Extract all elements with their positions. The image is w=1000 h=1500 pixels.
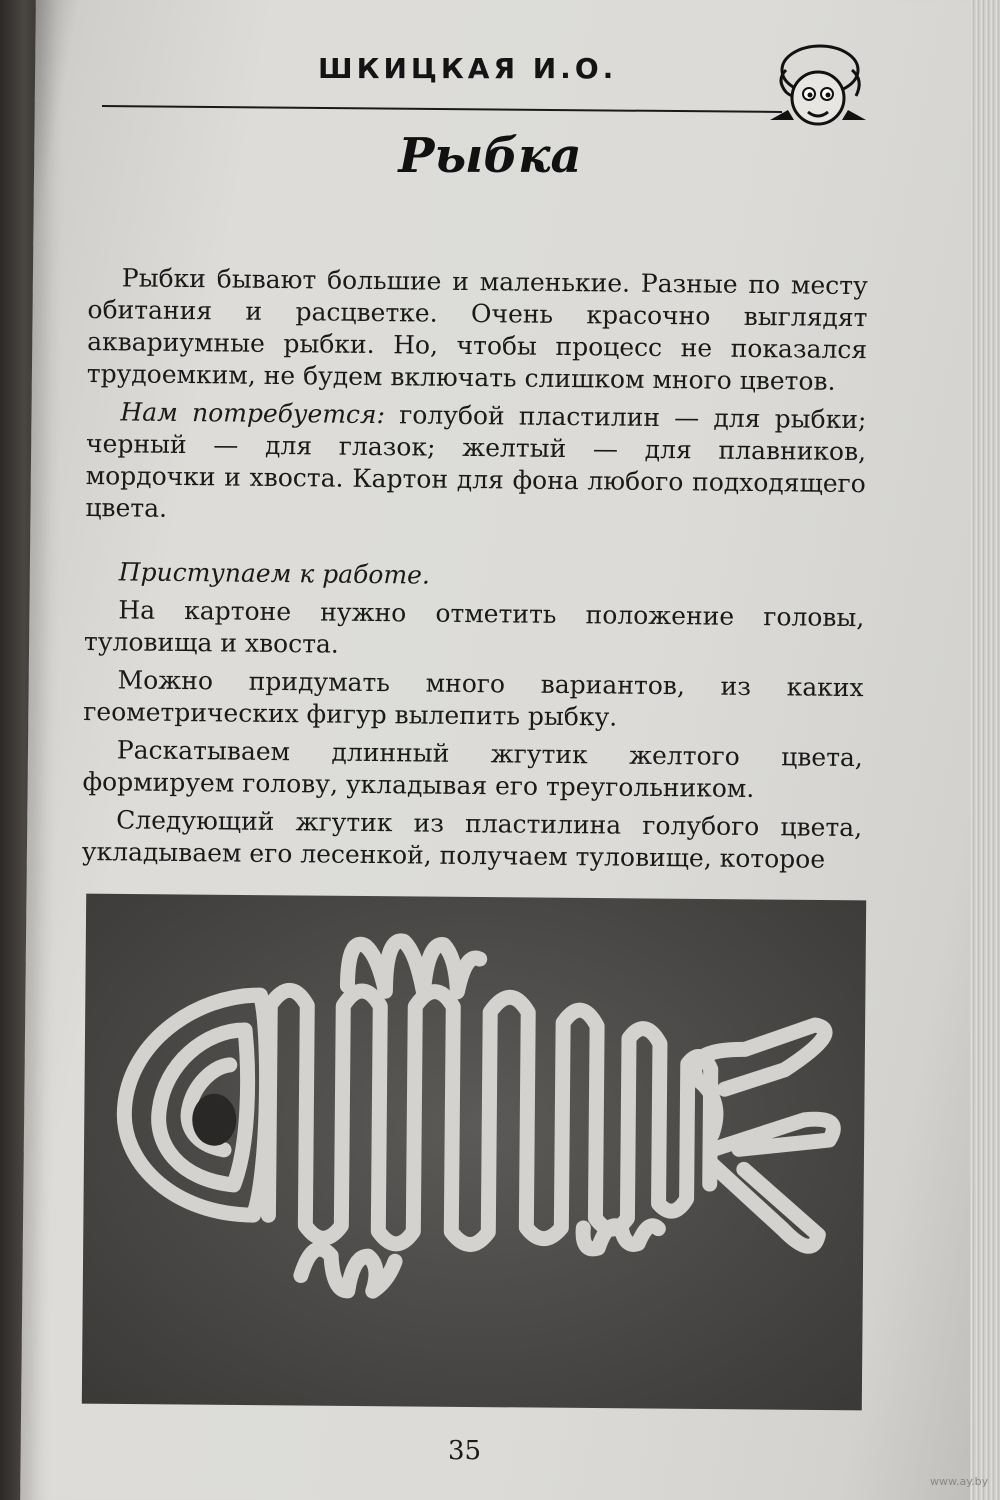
running-header-author: ШКИЦКАЯ И.О. [318, 52, 618, 85]
fish-plasticine-photo [82, 894, 866, 1411]
paragraph-step-2: Можно придумать много вариантов, из каких геометрических фигур вылепить рыбку. [83, 665, 864, 732]
fish-tail-lower [711, 1164, 819, 1246]
fish-bottom-fin-right [583, 1225, 658, 1249]
paragraph-materials [85, 396, 866, 532]
article-body [82, 262, 868, 882]
page-number: 35 [448, 1436, 482, 1466]
paragraph-step-4: Следующий жгутик из пластилина голубого цвета, укладываем его лесенкой, получаем туловище, которое [81, 805, 863, 874]
fish-bottom-fin-left [301, 1249, 395, 1291]
book-page-edges [970, 0, 1000, 1500]
materials-text: голубой пластилин — для рыбки; черный — для глазок; желтый — для плавников, мордочки и хвоста. Картон для фона любого подходящего цвета. [85, 400, 867, 523]
cartoon-girl-icon [768, 40, 868, 132]
paragraph-step-1: На картоне нужно отметить положение головы, туловища и хвоста. [83, 595, 865, 659]
materials-lead: Нам потребуется: [120, 397, 386, 430]
page-title: Рыбка [398, 128, 582, 184]
fish-body-zigzag [268, 990, 711, 1246]
fish-tail-middle [714, 1118, 833, 1150]
paragraph-step-3: Раскатываем длинный жгутик желтого цвета, формируем голову, укладывая его треугольником. [82, 735, 864, 804]
paragraph-start-work: Приступаем к работе. [118, 557, 431, 590]
watermark-text: www.ay.by [930, 1475, 989, 1488]
paragraph-intro: Рыбки бывают большие и маленькие. Разные по месту обитания и расцветке. Очень красочно выглядят аквариумные рыбки. Но, чтобы процесс не показался трудоемким, не будем включать слишком много цветов. [86, 263, 868, 396]
